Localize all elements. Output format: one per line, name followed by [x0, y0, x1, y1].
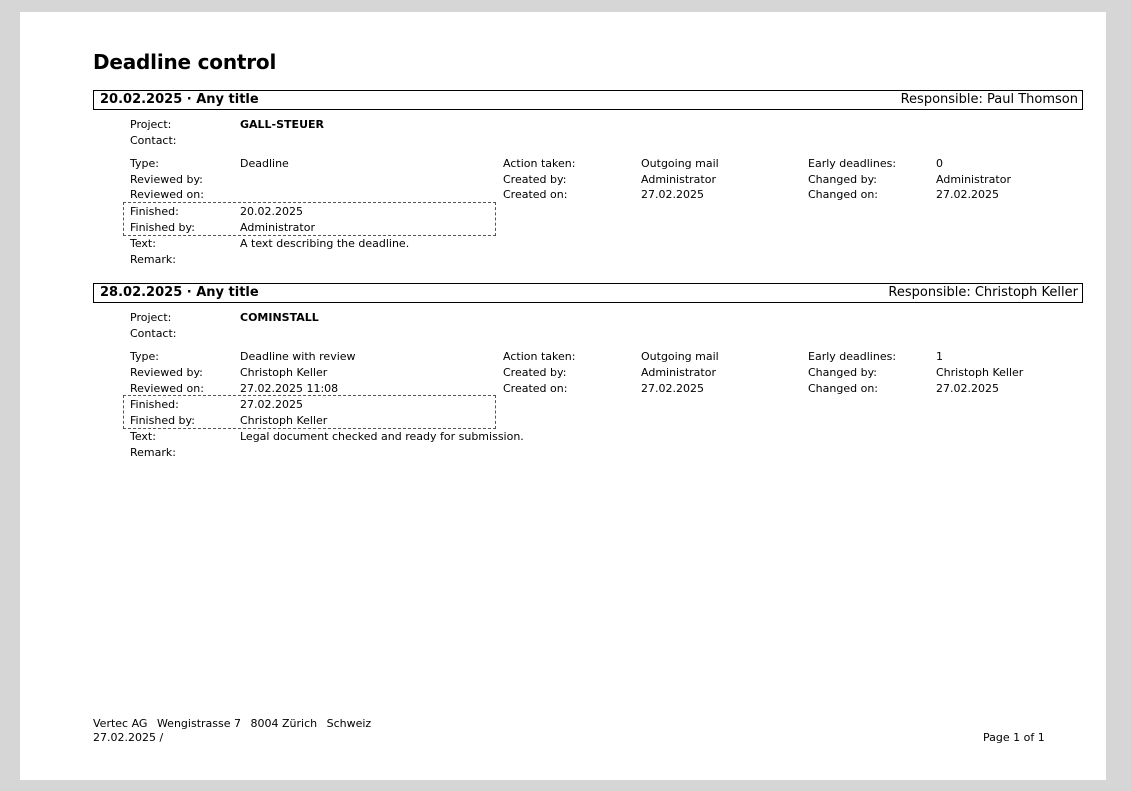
footer-city: 8004 Zürich — [250, 717, 318, 730]
deadline-header — [93, 90, 1083, 110]
finished-by-label: Finished by: — [130, 414, 195, 427]
created-on-value: 27.02.2025 — [641, 382, 704, 395]
text-label: Text: — [130, 237, 156, 250]
reviewed-by-label: Reviewed by: — [130, 366, 203, 379]
project-value: GALL-STEUER — [240, 118, 324, 131]
contact-label: Contact: — [130, 327, 177, 340]
early-deadlines-label: Early deadlines: — [808, 157, 897, 170]
finished-value: 20.02.2025 — [240, 205, 303, 218]
deadline-header — [93, 283, 1083, 303]
created-on-label: Created on: — [503, 188, 568, 201]
created-by-value: Administrator — [641, 173, 716, 186]
action-taken-value: Outgoing mail — [641, 157, 719, 170]
changed-on-value: 27.02.2025 — [936, 382, 999, 395]
project-label: Project: — [130, 118, 172, 131]
finished-by-value: Christoph Keller — [240, 414, 328, 427]
text-value: A text describing the deadline. — [240, 237, 410, 250]
deadline-responsible: Responsible: Christoph Keller — [888, 285, 1078, 300]
changed-on-label: Changed on: — [808, 382, 879, 395]
changed-by-value: Christoph Keller — [936, 366, 1024, 379]
contact-label: Contact: — [130, 134, 177, 147]
changed-by-label: Changed by: — [808, 173, 877, 186]
created-by-value: Administrator — [641, 366, 716, 379]
created-on-label: Created on: — [503, 382, 568, 395]
early-deadlines-value: 0 — [936, 157, 943, 170]
footer-street: Wengistrasse 7 — [156, 717, 241, 730]
footer-address — [93, 717, 377, 745]
footer-country: Schweiz — [326, 717, 372, 730]
created-by-label: Created by: — [503, 366, 567, 379]
finished-value: 27.02.2025 — [240, 398, 303, 411]
type-label: Type: — [130, 350, 159, 363]
type-value: Deadline — [240, 157, 289, 170]
changed-by-value: Administrator — [936, 173, 1011, 186]
remark-label: Remark: — [130, 253, 176, 266]
reviewed-on-label: Reviewed on: — [130, 188, 204, 201]
created-on-value: 27.02.2025 — [641, 188, 704, 201]
deadline-responsible: Responsible: Paul Thomson — [900, 92, 1078, 107]
finished-label: Finished: — [130, 398, 179, 411]
finished-by-value: Administrator — [240, 221, 315, 234]
action-taken-label: Action taken: — [503, 157, 576, 170]
reviewed-on-label: Reviewed on: — [130, 382, 204, 395]
text-value: Legal document checked and ready for submission. — [240, 430, 524, 443]
footer-date: 27.02.2025 / — [93, 731, 164, 744]
deadline-title: 28.02.2025 · Any title — [100, 285, 259, 300]
footer-page-number: Page 1 of 1 — [983, 731, 1045, 744]
reviewed-by-value: Christoph Keller — [240, 366, 328, 379]
early-deadlines-value: 1 — [936, 350, 943, 363]
changed-by-label: Changed by: — [808, 366, 877, 379]
action-taken-value: Outgoing mail — [641, 350, 719, 363]
finished-by-label: Finished by: — [130, 221, 195, 234]
footer-company: Vertec AG — [93, 717, 148, 730]
reviewed-on-value: 27.02.2025 11:08 — [240, 382, 339, 395]
changed-on-label: Changed on: — [808, 188, 879, 201]
project-value: COMINSTALL — [240, 311, 319, 324]
changed-on-value: 27.02.2025 — [936, 188, 999, 201]
finished-label: Finished: — [130, 205, 179, 218]
action-taken-label: Action taken: — [503, 350, 576, 363]
report-page — [20, 12, 1106, 780]
type-value: Deadline with review — [240, 350, 356, 363]
early-deadlines-label: Early deadlines: — [808, 350, 897, 363]
project-label: Project: — [130, 311, 172, 324]
reviewed-by-label: Reviewed by: — [130, 173, 203, 186]
text-label: Text: — [130, 430, 156, 443]
report-title: Deadline control — [93, 50, 277, 74]
remark-label: Remark: — [130, 446, 176, 459]
deadline-title: 20.02.2025 · Any title — [100, 92, 259, 107]
type-label: Type: — [130, 157, 159, 170]
created-by-label: Created by: — [503, 173, 567, 186]
